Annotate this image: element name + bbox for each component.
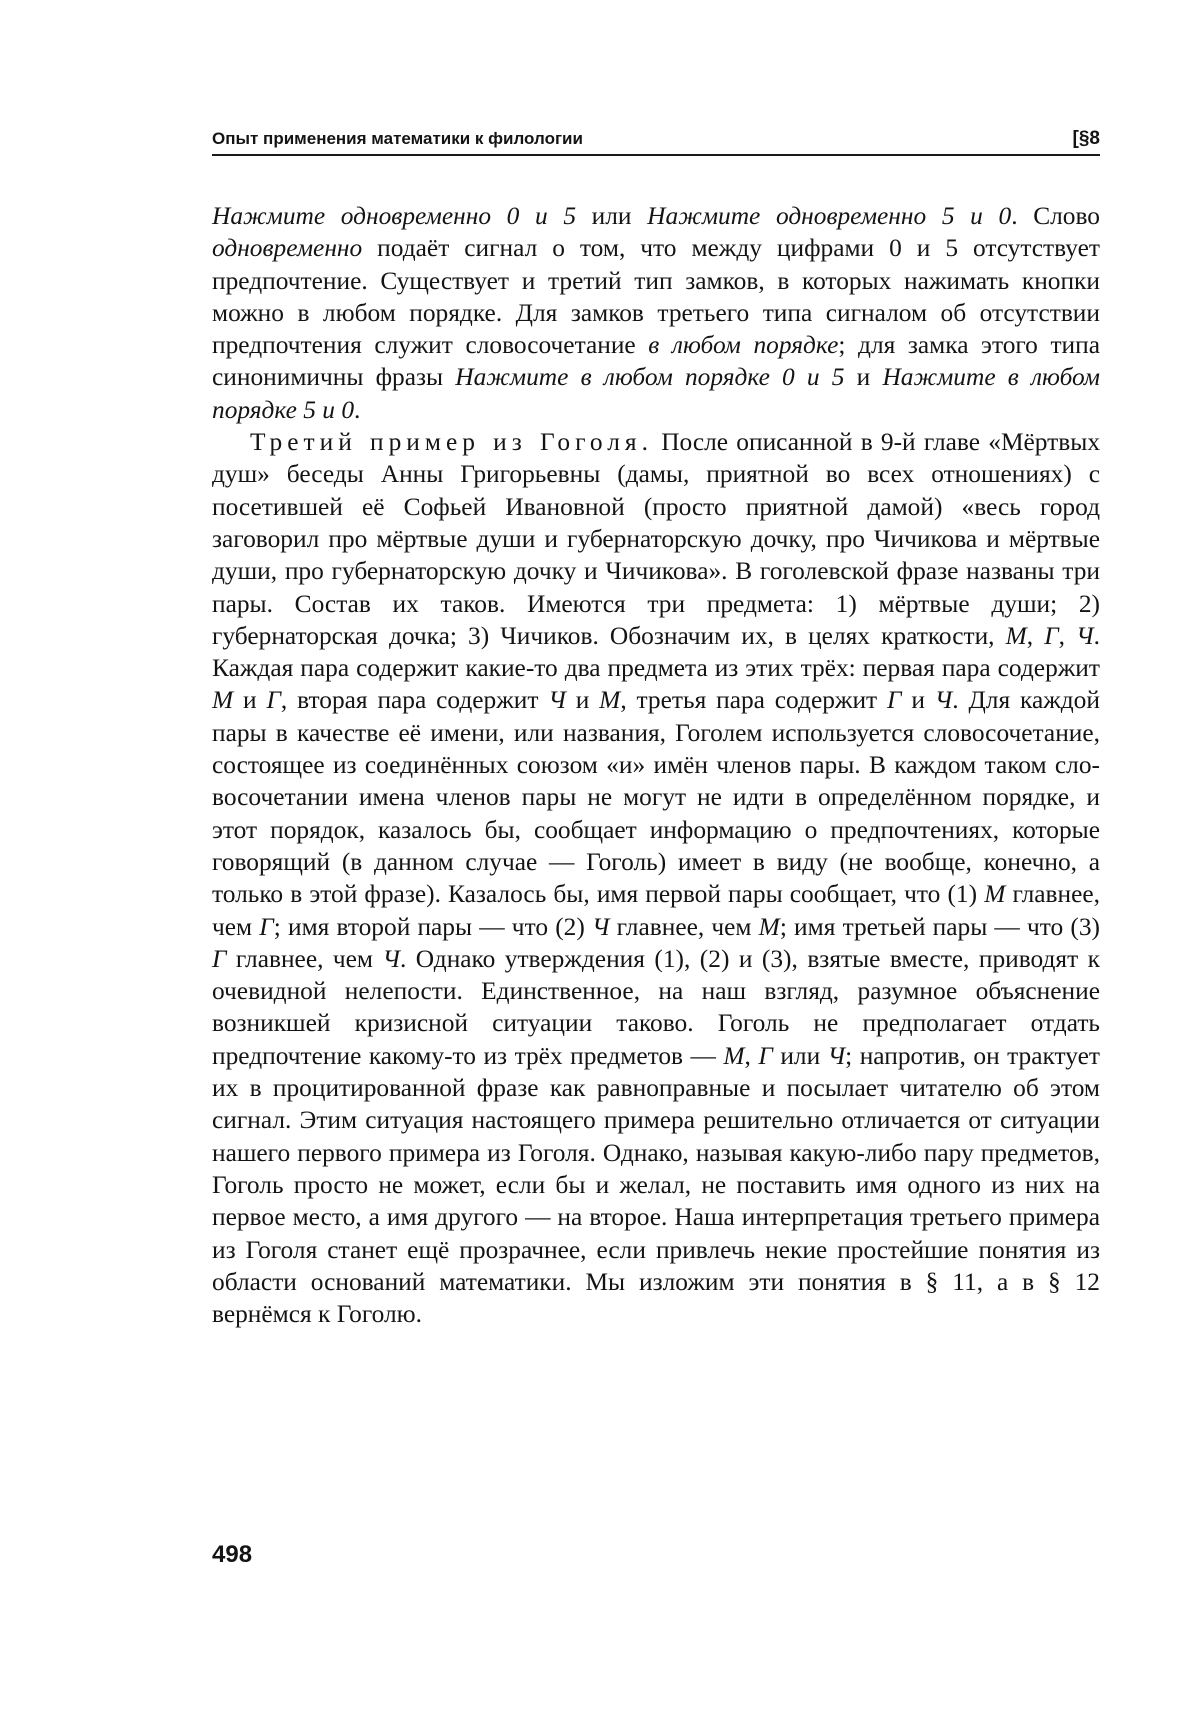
text-run: ,: [1026, 621, 1045, 650]
running-header-title: Опыт применения математики к филологии: [212, 129, 583, 148]
italic-phrase: в любом порядке: [648, 331, 839, 360]
text-run: , третья пара содержит: [620, 686, 887, 715]
running-header-section: [§8: [1072, 128, 1100, 149]
italic-symbol: М: [212, 686, 234, 715]
text-run: . Для каждой пары в качестве её имени, или названия, Гоголем используется словосочетание, состоящее из соединённых союзом «и» имён членов пары. В каждом таком словосочетании имена членов пары не могут не идти в определённом порядке, и этот порядок, казалось бы, сообщает информацию о предпочтениях, которые говорящий (в данном случае — Гоголь) имеет в виду (не вообще, конечно, а только в этой фразе). Казалось бы, имя первой пары сообщает, что (1): [212, 686, 1100, 909]
text-run: главнее, чем: [226, 944, 383, 973]
text-run: ; имя второй пары — что (2): [273, 912, 592, 941]
body-text: [212, 200, 1100, 1330]
italic-symbol: Г: [1044, 621, 1059, 650]
running-header: [212, 124, 1100, 156]
text-run: и: [565, 686, 600, 715]
text-run: . Однако утверждения (1), (2) и (3), взятые вместе, приводят к очевидной нелепости. Единственное, на наш взгляд, разумное объяснение возникшей кризисной ситуации таково. Гоголь не предполагает отдать предпочтение какому-то из трёх предметов —: [212, 944, 1100, 1070]
text-run: ,: [744, 1041, 759, 1070]
text-run: , вторая пара содержит: [280, 686, 549, 715]
italic-phrase: Нажмите в любом порядке 5 и 0: [212, 363, 1100, 424]
text-run: ,: [1058, 621, 1077, 650]
text-run: или: [772, 1041, 828, 1070]
paragraph-gogol-example: [212, 426, 1100, 1330]
italic-symbol: Ч: [1076, 621, 1094, 650]
text-run: . Слово: [1011, 202, 1101, 230]
text-run: После описанной в 9-й главе «Мёртвых душ» беседы Анны Григорьевны (дамы, приятной во всех отношениях) с посетившей её Софьей Ивановной (просто приятной дамой) «весь город заговорил про мёртвые души и губернаторскую дочку, про Чичикова и мёртвые души, про губернаторскую дочку и Чичикова». В гоголевской фразе названы три пары. Состав их таков. Имеются три предмета: 1) мёртвые души; 2) губернаторская дочка; 3) Чичиков. Обозначим их, в целях краткости,: [212, 428, 1101, 650]
italic-symbol: Ч: [934, 686, 953, 715]
page-number: 498: [212, 1541, 253, 1568]
italic-symbol: М: [599, 686, 621, 715]
text-run: подаёт сигнал о том, что между цифрами 0 и 5 отсутствует предпочтение. Существует и третий тип замков, в которых нажимать кнопки можно в любом порядке. Для замков третьего типа сигналом об отсутствии предпочтения служит словосочетание: [212, 234, 1100, 360]
italic-symbol: М: [723, 1041, 745, 1070]
text-run: и: [844, 363, 883, 392]
italic-symbol: Ч: [382, 944, 400, 973]
italic-phrase: Нажмите одновременно 5 и 0: [647, 202, 1012, 230]
italic-symbol: Ч: [592, 912, 610, 941]
italic-symbol: М: [1005, 621, 1027, 650]
text-run: .: [354, 395, 361, 424]
text-run: ; напротив, он трактует их в процитированной фразе как равноправные и посылает читателю об этом сигнал. Этим ситуация настоящего примера решительно отличается от ситуации нашего первого примера из Гоголя. Однако, называя какую-либо пару предметов, Гоголь просто не может, если бы и желал, не поставить имя одного из них на первое место, а имя другого — на второе. Наша интерпретация третьего примера из Гоголя станет ещё прозрачнее, если привлечь некие простейшие понятия из области оснований математики. Мы изложим эти понятия в § 11, а в § 12 вернёмся к Гоголю.: [212, 1041, 1101, 1329]
italic-symbol: Ч: [827, 1041, 846, 1070]
italic-phrase: Нажмите в любом порядке 0 и 5: [455, 363, 845, 392]
italic-phrase: одновременно: [212, 234, 363, 263]
text-run: главнее, чем: [609, 912, 759, 941]
text-run: или: [576, 202, 648, 230]
spaced-heading: Третий пример из Гоголя.: [250, 428, 653, 457]
italic-symbol: М: [758, 912, 780, 941]
text-run: и: [233, 686, 267, 715]
text-run: . Каждая пара содержит какие-то два предмета из этих трёх: первая пара содержит: [212, 621, 1100, 683]
italic-symbol: Г: [266, 686, 281, 715]
italic-symbol: Г: [259, 912, 274, 941]
italic-symbol: М: [984, 880, 1006, 909]
italic-symbol: Г: [887, 686, 902, 715]
italic-symbol: Ч: [548, 686, 566, 715]
italic-symbol: Г: [758, 1041, 773, 1070]
text-run: главнее, чем: [212, 880, 1100, 941]
paragraph-lock-types: [212, 200, 1100, 426]
italic-symbol: Г: [212, 944, 227, 973]
italic-phrase: Нажмите одновременно 0 и 5: [212, 202, 577, 230]
text-run: ; для замка этого типа синонимичны фразы: [212, 331, 1100, 392]
text-run: и: [901, 686, 935, 715]
text-run: ; имя третьей пары — что (3): [779, 912, 1101, 941]
